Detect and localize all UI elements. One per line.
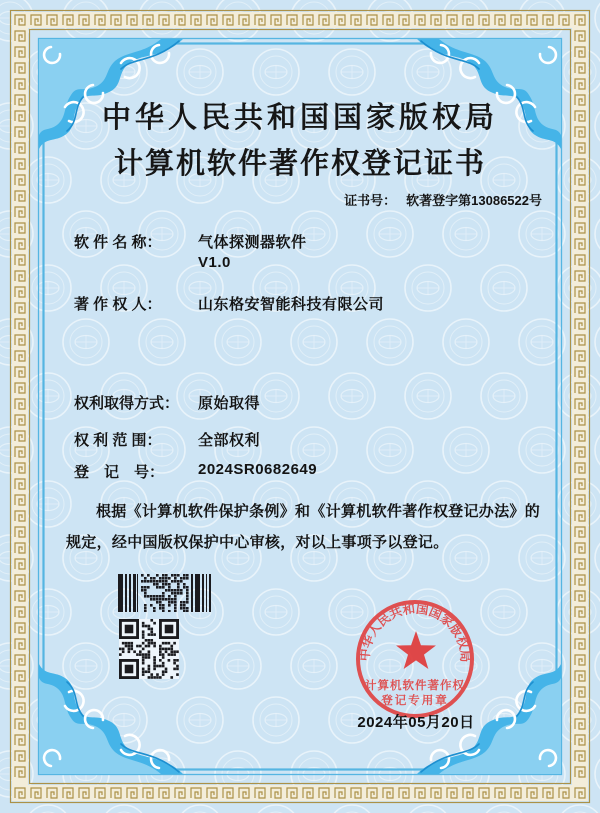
seal-ring-text: 中华人民共和国国家版权局 (357, 601, 473, 663)
software-name-label: 软 件 名 称： (74, 234, 162, 251)
seal-line1: 计算机软件著作权 (365, 680, 465, 692)
field-registration-number (74, 461, 317, 482)
field-owner (74, 293, 384, 314)
registration-number-label: 登 记 号： (74, 464, 165, 481)
field-acquisition (74, 392, 260, 413)
registration-number-value: 2024SR0682649 (198, 461, 318, 478)
registration-statement: 根据《计算机软件保护条例》和《计算机软件著作权登记办法》的规定，经中国版权保护中心审核，对以上事项予以登记。 (66, 503, 540, 551)
barcode-icon (118, 574, 212, 612)
seal-star (396, 631, 436, 669)
qr-code-icon (119, 619, 179, 679)
official-seal (346, 590, 484, 728)
certificate-title: 计算机软件著作权登记证书 (113, 148, 486, 180)
software-name-value: 气体探测器软件 (198, 234, 307, 251)
software-version-spacer (74, 254, 186, 271)
scope-label: 权 利 范 围： (74, 432, 162, 449)
owner-label: 著 作 权 人： (74, 296, 162, 313)
field-scope (74, 429, 260, 450)
certificate-number (344, 190, 542, 209)
seal-line2: 登记专用章 (381, 695, 449, 707)
certificate-number-label: 证书号： (344, 193, 397, 208)
field-software-name (74, 231, 307, 252)
authority-title: 中华人民共和国国家版权局 (101, 102, 498, 134)
acquisition-value: 原始取得 (198, 395, 261, 412)
registration-date: 2024年05月20日 (357, 714, 475, 731)
field-software-version (74, 254, 231, 271)
owner-value: 山东格安智能科技有限公司 (198, 296, 385, 313)
software-version-value: V1.0 (198, 254, 231, 271)
certificate-number-value: 软著登字第13086522号 (406, 193, 542, 208)
scope-value: 全部权利 (198, 432, 261, 449)
acquisition-label: 权利取得方式： (74, 395, 180, 412)
